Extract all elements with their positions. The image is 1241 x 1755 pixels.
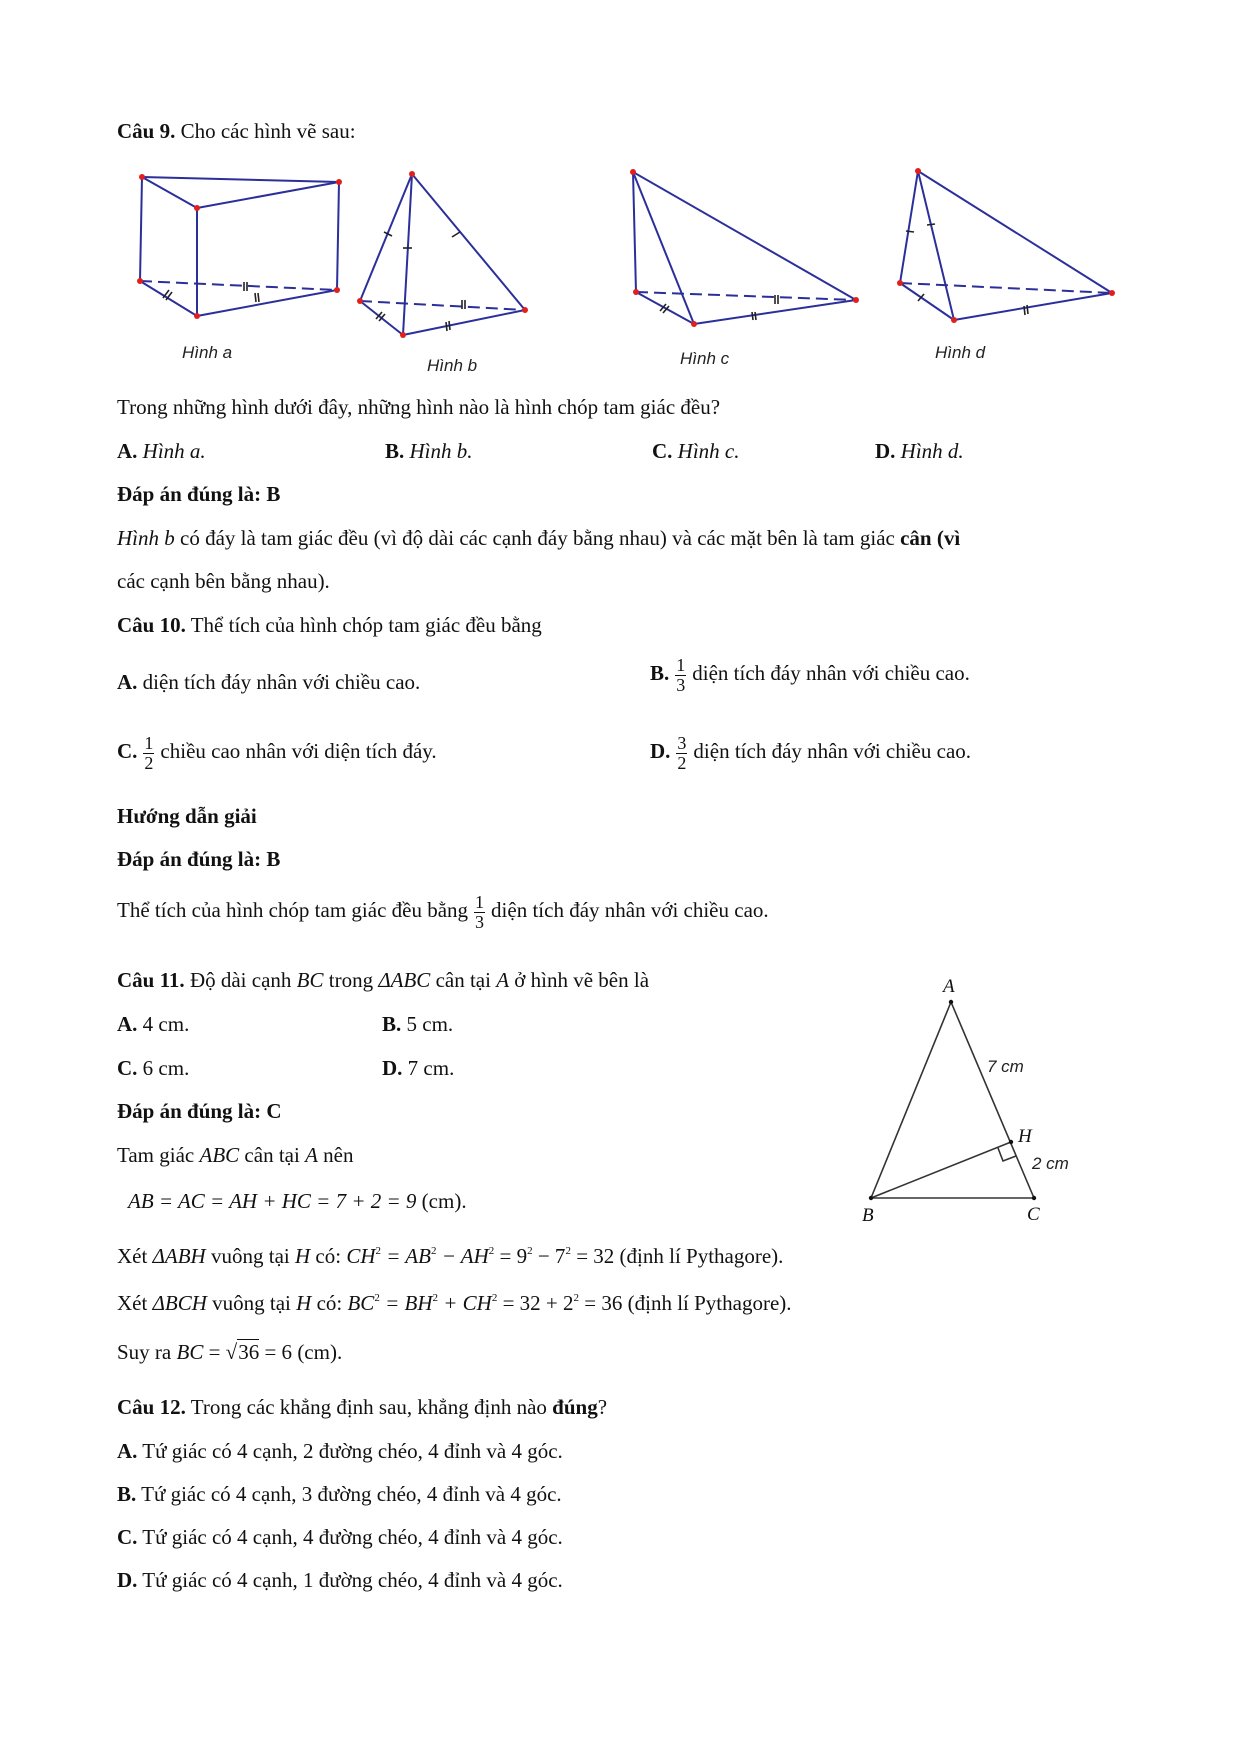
- text-fragment: vuông tại: [210, 1244, 290, 1268]
- text-fragment: Tứ giác có 4 cạnh, 4 đường chéo, 4 đỉnh và 4 góc.: [142, 1525, 563, 1549]
- text-fragment: = √: [203, 1340, 238, 1364]
- vertex-a: [949, 1000, 953, 1004]
- text-fragment: = 32 + 2: [497, 1291, 574, 1315]
- text-fragment: 2: [527, 1245, 533, 1257]
- text-fragment: Độ dài cạnh: [189, 968, 292, 992]
- text-fragment: = 32: [570, 1244, 615, 1268]
- text-fragment: 2: [488, 1245, 495, 1257]
- text-fragment: Xét: [117, 1291, 148, 1315]
- text-fragment: 2: [677, 752, 687, 773]
- text-fragment: A: [305, 1143, 318, 1167]
- label-ah-length: 7 cm: [987, 1057, 1024, 1076]
- text-fragment: 7 cm.: [407, 1056, 455, 1080]
- text-fragment: Tam giác: [117, 1143, 195, 1167]
- text-fragment: Suy ra: [117, 1340, 172, 1364]
- text-fragment: Tứ giác có 4 cạnh, 1 đường chéo, 4 đỉnh và 4 góc.: [142, 1568, 563, 1592]
- text-fragment: ΔABC: [378, 968, 431, 992]
- text-fragment: Câu 11.: [117, 968, 185, 992]
- text-fragment: Hình b: [117, 526, 175, 550]
- q10-guide-heading: Hướng dẫn giải: [117, 804, 257, 828]
- text-fragment: D.: [382, 1056, 403, 1080]
- text-fragment: D.: [117, 1568, 138, 1592]
- text-fragment: A: [496, 968, 510, 992]
- vertex-b: [869, 1196, 873, 1200]
- text-fragment: D.: [650, 739, 671, 764]
- text-fragment: cân tại: [435, 968, 491, 992]
- text-fragment: ABC: [199, 1143, 240, 1167]
- text-fragment: 5 cm.: [406, 1012, 454, 1036]
- text-fragment: 2: [144, 752, 154, 773]
- text-fragment: 3: [677, 733, 687, 753]
- text-fragment: 2: [374, 1292, 380, 1304]
- text-fragment: chiều cao nhân với diện tích đáy.: [160, 739, 437, 764]
- text-fragment: (định lí Pythagore).: [627, 1291, 792, 1315]
- q11-answer: Đáp án đúng là: C: [117, 1099, 282, 1123]
- text-fragment: ở hình vẽ bên là: [514, 968, 650, 992]
- text-fragment: Xét: [117, 1244, 148, 1268]
- text-fragment: A.: [117, 1439, 138, 1463]
- text-fragment: 1: [475, 892, 485, 912]
- text-fragment: A.: [117, 439, 138, 463]
- text-fragment: = 9: [494, 1244, 528, 1268]
- text-fragment: đúng: [552, 1395, 598, 1419]
- text-fragment: Thể tích của hình chóp tam giác đều bằng: [117, 898, 469, 923]
- text-fragment: B.: [382, 1012, 402, 1036]
- text-fragment: diện tích đáy nhân với chiều cao.: [692, 661, 970, 686]
- q12-option-a: [117, 1441, 563, 1462]
- text-fragment: có đáy là tam giác đều (vì độ dài các cạnh đáy bằng nhau) và các mặt bên là tam giác: [174, 526, 901, 550]
- figure-label-a: Hình a: [182, 343, 233, 362]
- text-fragment: = 36: [579, 1291, 623, 1315]
- text-fragment: 3: [475, 911, 485, 932]
- text-fragment: C.: [117, 1056, 138, 1080]
- text-fragment: (cm).: [421, 1189, 467, 1213]
- text-fragment: − AH: [436, 1244, 489, 1268]
- side-ab: [871, 1002, 951, 1198]
- text-fragment: B.: [650, 661, 670, 686]
- text-fragment: trong: [328, 968, 374, 992]
- figure-label-b: Hình b: [427, 356, 478, 375]
- figure-label-d: Hình d: [935, 343, 986, 362]
- text-fragment: Tứ giác có 4 cạnh, 3 đường chéo, 4 đỉnh và 4 góc.: [141, 1482, 562, 1506]
- q9-label: Câu 9.: [117, 119, 176, 143]
- q12-option-c: [117, 1527, 563, 1548]
- text-fragment: 1: [676, 655, 686, 675]
- text-fragment: 6 cm.: [142, 1056, 190, 1080]
- text-fragment: D.: [875, 439, 896, 463]
- text-fragment: = 6: [259, 1340, 293, 1364]
- text-fragment: 2: [430, 1245, 437, 1257]
- text-fragment: C.: [117, 739, 138, 764]
- text-fragment: A.: [117, 1012, 138, 1036]
- text-fragment: + CH: [438, 1291, 492, 1315]
- q12-option-b: [117, 1484, 562, 1505]
- text-fragment: BC: [296, 968, 324, 992]
- text-fragment: Trong các khẳng định sau, khẳng định nào: [190, 1395, 553, 1419]
- label-h: H: [1018, 1126, 1032, 1147]
- text-fragment: diện tích đáy nhân với chiều cao.: [491, 898, 769, 923]
- text-fragment: 4 cm.: [142, 1012, 190, 1036]
- text-fragment: C.: [117, 1525, 138, 1549]
- text-fragment: Hình a.: [142, 439, 206, 463]
- side-ac: [951, 1002, 1034, 1198]
- text-fragment: (cm).: [297, 1340, 343, 1364]
- text-fragment: Hình c.: [677, 439, 740, 463]
- text-fragment: cân tại: [244, 1143, 300, 1167]
- text-fragment: Hình d.: [900, 439, 964, 463]
- q9-text: Cho các hình vẽ sau:: [180, 119, 356, 143]
- text-fragment: − 7: [532, 1244, 566, 1268]
- q9-question: Trong những hình dưới đây, những hình nào là hình chóp tam giác đều?: [117, 395, 721, 419]
- text-fragment: 1: [144, 733, 154, 753]
- label-hc-length: 2 cm: [1032, 1154, 1069, 1173]
- text-fragment: 36: [238, 1340, 260, 1364]
- text-fragment: diện tích đáy nhân với chiều cao.: [142, 670, 421, 694]
- text-fragment: B.: [117, 1482, 137, 1506]
- text-fragment: Câu 10.: [117, 613, 186, 637]
- text-fragment: 3: [676, 674, 686, 695]
- q9-explanation-line2: các cạnh bên bằng nhau).: [117, 569, 330, 593]
- text-fragment: diện tích đáy nhân với chiều cao.: [693, 739, 972, 764]
- text-fragment: Tứ giác có 4 cạnh, 2 đường chéo, 4 đỉnh và 4 góc.: [142, 1439, 563, 1463]
- text-fragment: cân (vì: [900, 526, 961, 550]
- text-fragment: C.: [652, 439, 673, 463]
- text-fragment: 2: [491, 1292, 498, 1304]
- text-fragment: AB = AC = AH + HC = 7 + 2 = 9: [128, 1189, 417, 1213]
- segment-bh: [871, 1142, 1011, 1198]
- text-fragment: 2: [432, 1292, 438, 1304]
- text-fragment: 2: [375, 1245, 381, 1257]
- q12-heading: [117, 1397, 607, 1418]
- text-fragment: = BH: [379, 1291, 433, 1315]
- label-c: C: [1027, 1204, 1040, 1225]
- q12-option-d: [117, 1570, 563, 1591]
- text-fragment: = AB: [381, 1244, 431, 1268]
- text-fragment: H: [296, 1291, 312, 1315]
- text-fragment: A.: [117, 670, 138, 694]
- text-fragment: ΔABH: [152, 1244, 206, 1268]
- text-fragment: vuông tại: [212, 1291, 291, 1315]
- q9-answer: Đáp án đúng là: B: [117, 482, 281, 506]
- text-fragment: Câu 12.: [117, 1395, 186, 1419]
- text-fragment: B.: [385, 439, 405, 463]
- point-h: [1009, 1140, 1013, 1144]
- text-fragment: nên: [323, 1143, 354, 1167]
- vertex-c: [1032, 1196, 1036, 1200]
- label-b: B: [862, 1205, 874, 1226]
- text-fragment: BC: [176, 1340, 204, 1364]
- text-fragment: ΔBCH: [152, 1291, 207, 1315]
- text-fragment: BC: [347, 1291, 375, 1315]
- text-fragment: Hình b.: [409, 439, 473, 463]
- figure-label-c: Hình c: [680, 349, 730, 368]
- text-fragment: 2: [565, 1245, 571, 1257]
- text-fragment: Thể tích của hình chóp tam giác đều bằng: [190, 613, 542, 637]
- label-a: A: [943, 976, 955, 997]
- text-fragment: có:: [315, 1244, 342, 1268]
- text-fragment: ?: [597, 1395, 608, 1419]
- q10-answer: Đáp án đúng là: B: [117, 847, 281, 871]
- text-fragment: CH: [346, 1244, 376, 1268]
- text-fragment: (định lí Pythagore).: [619, 1244, 784, 1268]
- text-fragment: H: [294, 1244, 311, 1268]
- text-fragment: có:: [316, 1291, 343, 1315]
- text-fragment: 2: [573, 1292, 580, 1304]
